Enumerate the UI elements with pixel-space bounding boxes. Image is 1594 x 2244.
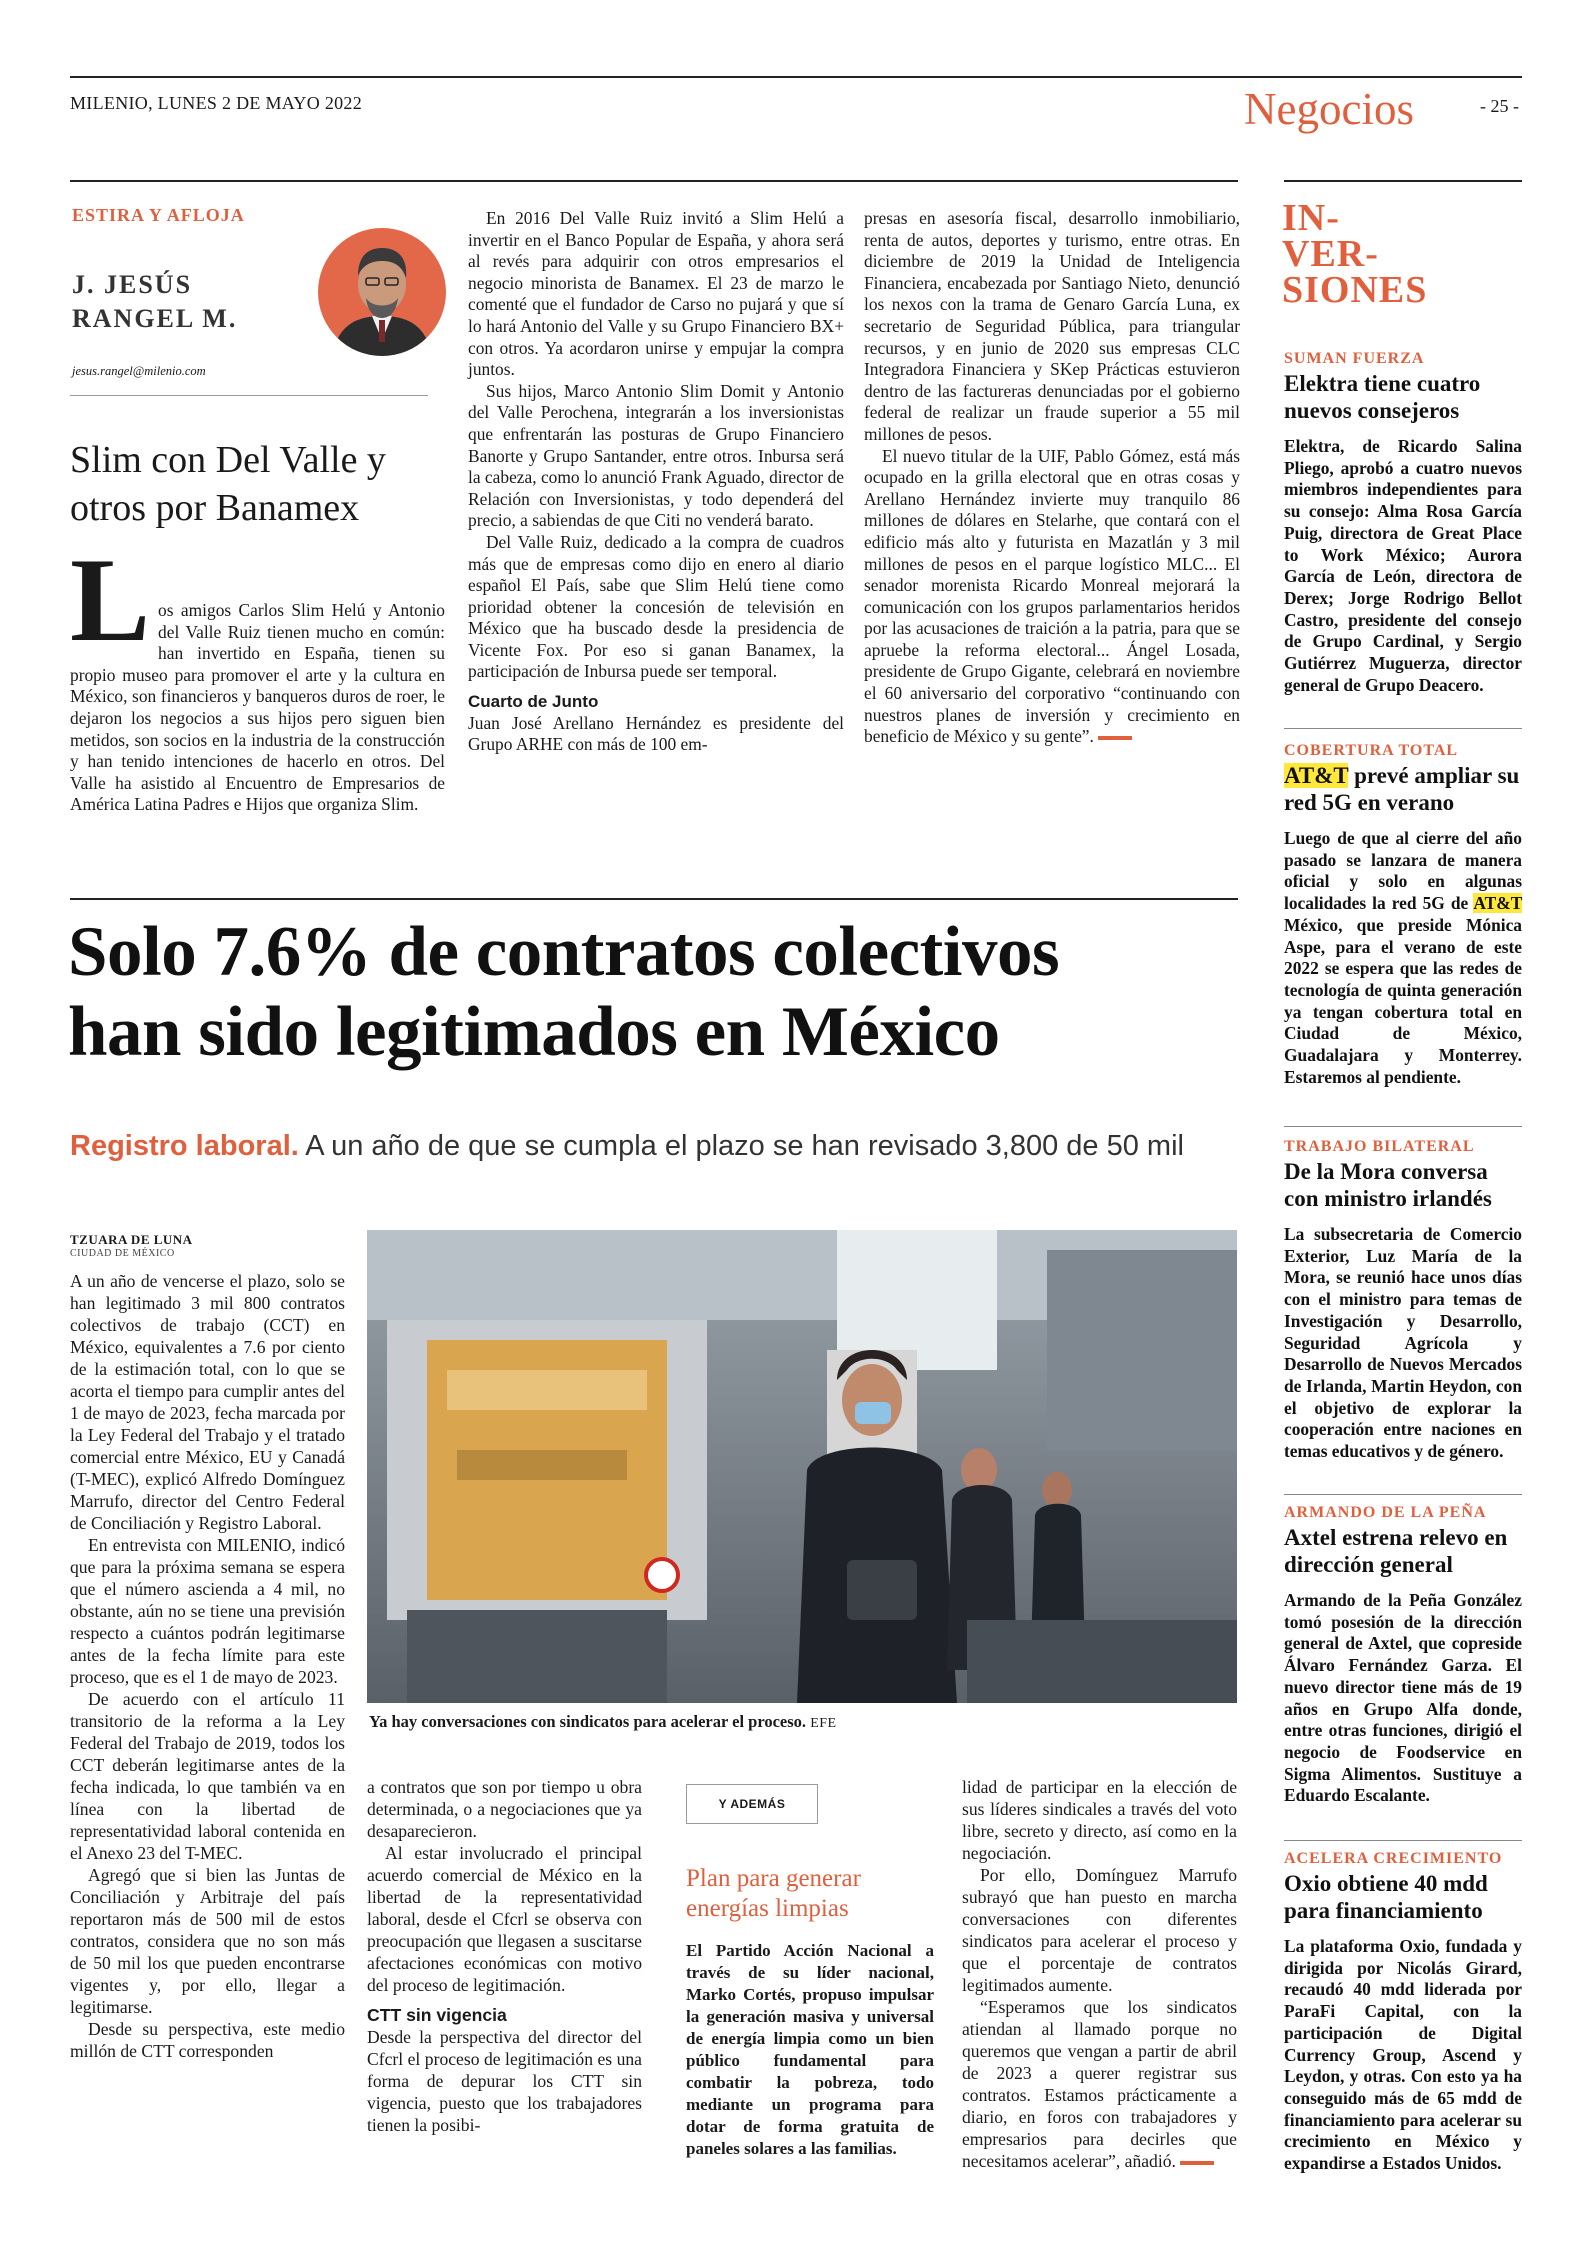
end-mark [1180,2161,1214,2165]
column-author [72,268,237,336]
headline-line2: han sido legitimados en México [68,993,1000,1071]
caption-text: Ya hay conversaciones con sindicatos para acelerar el proceso. [369,1712,807,1731]
headline-line1: Solo 7.6% de contratos colectivos [68,913,1060,991]
author-line1: J. JESÚS [72,270,193,299]
column-c3p2 [864,446,1240,748]
header-rule [70,180,1238,182]
article-location: CIUDAD DE MÉXICO [70,1248,175,1259]
article-deck [70,1128,1250,1164]
box-title: Plan para generar energías limpias [686,1865,861,1922]
article-p3: De acuerdo con el artículo 11 transitorio de la reforma a la Ley Federal del Trabajo de 2019, todos los CCT deberán legitimarse antes de la fecha indicada, lo que también va en línea con la libertad de representatividad laboral contenida en el Anexo 23 del T-MEC. [70,1689,345,1863]
article-col4-p3 [962,1996,1237,2172]
sidebar-headline: Oxio obtiene 40 mdd para financiamiento [1284,1871,1488,1923]
deck-label: Registro laboral. [70,1130,299,1162]
sidebar-title [1282,197,1428,311]
sidebar-item [1284,742,1522,1088]
sidebar-top-rule [1284,180,1522,182]
sidebar-headline [1284,762,1522,816]
section-title: Negocios [1244,84,1414,134]
column-col3 [864,208,1240,748]
column-subhead: Cuarto de Junto [468,692,599,712]
sidebar-text: La plataforma Oxio, fundada y dirigida por Nicolás Girard, recaudó 40 mdd liderada por ParaFi Capital, con la participación de Digital Currency Group, Ascend y Leydon, y otras. Con esto ya ha conseguido más de 65 mdd de financiamiento para acelerar su crecimiento en México y expandirse a Estados Unidos. [1284,1936,1522,2174]
sidebar-item [1284,1850,1522,2175]
sidebar-text: Armando de la Peña González tomó posesión de la dirección general de Axtel, que copreside Álvaro Fernández Garza. El nuevo director tiene más de 19 años en Grupo Alfa donde, entre otras funciones, dirigió el negocio de Foodservice en Sigma Alimentos. Sustituye a Eduardo Escalante. [1284,1590,1522,1806]
column-c2p4: Juan José Arellano Hernández es presidente del Grupo ARHE con más de 100 em- [468,712,844,755]
article-col4-p3-text: “Esperamos que los sindicatos atiendan al llamado porque no queremos que vengan a partir de abril de 2023 a querer registrar sus contratos. Estamos prácticamente a diario, en foros con trabajadores y empresarios para decirles que necesitamos acelerar”, añadió. [962,1997,1237,2171]
article-photo [367,1230,1237,1703]
column-kicker: ESTIRA Y AFLOJA [72,205,245,225]
deck-text: A un año de que se cumpla el plazo se han revisado 3,800 de 50 mil [305,1130,1184,1162]
column-c3p1: presas en asesoría fiscal, desarrollo inmobiliario, renta de autos, deportes y turismo, entre otras. En diciembre de 2019 la Unidad de Inteligencia Financiera, encabezada por Santiago Nieto, denunció los nexos con la trama de Genaro García Luna, ex secretario de Seguridad Pública, para triangular recursos, y en junio de 2020 sus empresas CLC Integradora Financiera y SKep Prácticas estuvieron dentro de las factureras denunciadas por el gobierno federal de realizar un fraude superior a 55 mil millones de pesos. [864,208,1240,444]
article-p4: Agregó que si bien las Juntas de Conciliación y Arbitraje del país reportaron más de 500 mil de estos contratos, considera que no son más de 50 mil los que pueden encontrarse vigentes y, por ello, llegar a legitimarse. [70,1865,345,2017]
column-divider [70,395,428,396]
article-col1 [70,1270,345,2062]
sidebar-divider [1284,1840,1522,1841]
article-col4-p1: lidad de participar en la elección de sus líderes sindicales a través del voto libre, secreto y directo, así como en la negociación. [962,1777,1237,1863]
author-email: jesus.rangel@milenio.com [72,364,206,378]
sidebar-headline-text: prevé ampliar su red 5G en verano [1284,763,1520,815]
box-label-text: Y ADEMÁS [718,1797,786,1811]
column-c2p2: Sus hijos, Marco Antonio Slim Domit y Antonio del Valle Perochena, integrarán a los inversionistas que enfrentarán las posturas de Grupo Financiero Banorte y Grupo Santander, entre otros. Inbursa será la cabeza, como lo anunció Frank Aguado, director de Relación con Inversionistas, y todo dependerá del precio, a sabiendas de que Citi no venderá barato. [468,380,844,531]
sidebar-item [1284,1138,1522,1463]
sidebar-kicker: ARMANDO DE LA PEÑA [1284,1504,1487,1521]
column-c3p2-text: El nuevo titular de la UIF, Pablo Gómez, está más ocupado en la grilla electoral que en otras cosas y Arellano Hernández invierte muy tranquilo 86 millones de dólares en Stelarhe, que contará con el edificio más alto y futurista en Mazatlán y 3 mil millones de pesos en el parque logístico MLC... El senador morenista Ricardo Monreal mejorará la comunicación con los grupos parlamentarios heridos por las acusaciones de traición a la patria, para que se apruebe la reforma electoral... Ángel Losada, presidente de Grupo Gigante, celebrará en noviembre el 60 aniversario del corporativo “continuando con nuestros planes de inversión y crecimiento en beneficio de México y su gente”. [864,445,1240,747]
box-text: El Partido Acción Nacional a través de su líder nacional, Marko Cortés, propuso impulsar la generación masiva y universal de energía limpia como un bien público fundamental para combatir la pobreza, todo mediante un programa para dotar de forma gratuita de paneles solares a las familias. [686,1941,934,2158]
column-c2p1: En 2016 Del Valle Ruiz invitó a Slim Helú a invertir en el Banco Popular de España, y ahora será al revés para adquirir con otros empresarios el negocio minorista de Banamex. El 23 de marzo le comenté que el fundador de Carso no pujará y que sí lo hará Antonio del Valle y su Grupo Financiero BX+ con otros. Ya acordaron unirse y empujar la compra juntos. [468,208,844,380]
sidebar-kicker: SUMAN FUERZA [1284,350,1425,367]
sidebar-text [1284,828,1522,1088]
article-col2-p3: Desde la perspectiva del director del Cfcrl el proceso de legitimación es una forma de depurar los CTT sin vigencia, puesto que los trabajadores tienen la posibi- [367,2027,642,2135]
sidebar-divider [1284,1494,1522,1495]
dropcap: L [70,533,151,666]
article-p5: Desde su perspectiva, este medio millón de CTT corresponden [70,2019,345,2061]
sidebar-item [1284,1504,1522,1807]
article-col4 [962,1776,1237,2172]
sidebar-headline: Elektra tiene cuatro nuevos consejeros [1284,371,1481,423]
sidebar-headline: Axtel estrena relevo en dirección general [1284,1525,1508,1577]
sidebar-text: Elektra, de Ricardo Salina Pliego, aprobó a cuatro nuevos miembros independientes para su consejo: Alma Rosa García Puig, directora de Great Place to Work México; Aurora García de León, directora de Derex; Jorge Rodrigo Bellot Castro, presidente del consejo de Grupo Cardinal, y Sergio Gutiérrez Muguerza, director general de Grupo Deacero. [1284,436,1522,695]
end-mark [1098,736,1132,740]
dateline: MILENIO, LUNES 2 DE MAYO 2022 [70,93,363,113]
column-title: Slim con Del Valle y otros por Banamex [70,439,386,529]
top-rule [70,76,1522,78]
article-p1: A un año de vencerse el plazo, solo se han legitimado 3 mil 800 contratos colectivos de trabajo (CCT) en México, equivalentes a 7.6 por ciento de la estimación total, con lo que se acorta el tiempo para cumplir antes del 1 de mayo de 2023, fecha marcada por la Ley Federal del Trabajo y el tratado comercial entre México, EU y Canadá (T-MEC), explicó Alfredo Domínguez Marrufo, director del Centro Federal de Conciliación y Registro Laboral. [70,1271,345,1533]
article-p2: En entrevista con MILENIO, indicó que para la próxima semana se espera que el número ascienda a 4 mil, no obstante, aún no se tiene una previsión respecto a cuántos podrán legitimarse antes de la fecha límite para este proceso, que es el 1 de mayo de 2023. [70,1535,345,1687]
sidebar-title-line1: IN- [1282,197,1340,239]
highlight-att: AT&T [1473,893,1522,914]
author-line2: RANGEL M. [72,304,238,333]
sidebar-kicker: ACELERA CRECIMIENTO [1284,1850,1503,1867]
photo-caption [369,1712,837,1732]
sidebar-item [1284,350,1522,696]
sidebar-title-line3: SIONES [1282,269,1428,311]
article-col2 [367,1776,642,2136]
sidebar-title-line2: VER- [1282,233,1379,275]
column-col1 [70,533,445,816]
column-col2 [468,208,844,756]
box-label [686,1784,818,1824]
author-avatar [318,228,446,356]
article-subhead: CTT sin vigencia [367,2005,507,2025]
column-p1: os amigos Carlos Slim Helú y Antonio del Valle Ruiz tienen mucho en común: han invertido en España, tienen su propio museo para promover el arte y la cultura en México, son financieros y banqueros duros de roer, le dejaron los negocios a sus hijos pero siguen bien metidos, son socios en la industria de la construcción y han tenido intenciones de hacerlo en otros. Del Valle ha asistido al Encuentro de Empresarios de América Latina Padres e Hijos que organiza Slim. [70,600,445,815]
sidebar-divider [1284,1126,1522,1127]
sidebar-text-b: México, que preside Mónica Aspe, para el verano de este 2022 se espera que las redes de tecnología de quinta generación ya tengan cobertura total en Ciudad de México, Guadalajara y Monterrey. Estaremos al pendiente. [1284,914,1522,1087]
column-bottom-rule [70,898,1238,900]
article-col2-p2: Al estar involucrado el principal acuerdo comercial de México en la libertad de la representatividad laboral, desde el Cfcrl se observa con preocupación que llegasen a suscitarse afectaciones económicas con motivo del proceso de legitimación. [367,1843,642,1995]
article-byline: TZUARA DE LUNA [70,1232,193,1247]
article-col4-p2: Por ello, Domínguez Marrufo subrayó que han puesto en marcha conversaciones con diferentes sindicatos para acelerar el proceso y que el porcentaje de contratos legitimados aumente. [962,1865,1237,1995]
sidebar-text-a: Luego de que al cierre del año pasado se lanzara de manera oficial y solo en algunas localidades la red 5G de [1284,828,1522,914]
sidebar-kicker: COBERTURA TOTAL [1284,742,1459,759]
sidebar-text: La subsecretaria de Comercio Exterior, Luz María de la Mora, se reunió hace unos días con el ministro para temas de Investigación y Desarrollo, Seguridad Agrícola y Desarrollo de Nuevos Mercados de Irlanda, Martin Heydon, con el objetivo de explorar la cooperación entre naciones en temas educativos y de género. [1284,1224,1522,1462]
sidebar-kicker: TRABAJO BILATERAL [1284,1138,1475,1155]
column-c2p3: Del Valle Ruiz, dedicado a la compra de cuadros más que de empresas como dijo en enero al diario español El País, sabe que Slim Helú tiene como prioridad obtener la concesión de televisión en México que ha buscado desde la presidencia de Vicente Fox. Por eso si ganan Banamex, la participación de Inbursa puede ser temporal. [468,531,844,682]
highlight-att: AT&T [1284,763,1349,788]
sidebar-divider [1284,728,1522,729]
article-col2-p1: a contratos que son por tiempo u obra determinada, o a negociaciones que ya desaparecieron. [367,1777,642,1841]
caption-credit: EFE [810,1716,837,1731]
page-number: - 25 - [1480,96,1519,116]
sidebar-headline: De la Mora conversa con ministro irlandés [1284,1159,1492,1211]
article-headline [68,912,1248,1072]
